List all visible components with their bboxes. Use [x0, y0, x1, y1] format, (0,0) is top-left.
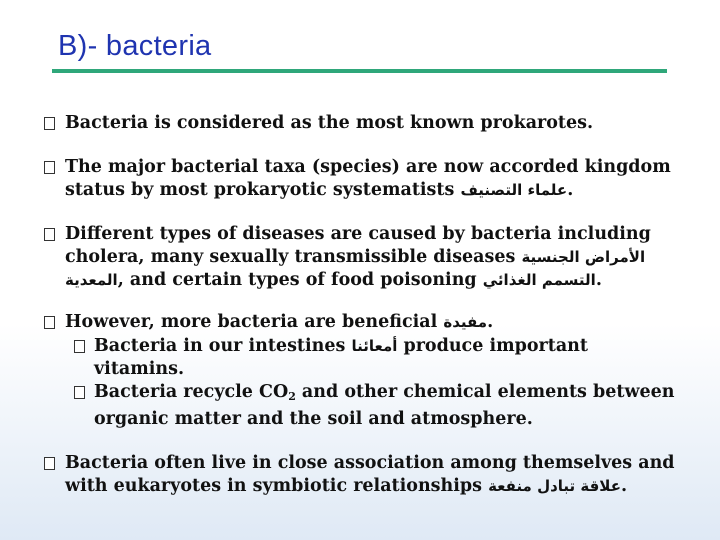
sub-bullet-item	[44, 381, 684, 431]
arabic-term: التسمم الغذائي	[482, 271, 596, 289]
square-bullet-icon	[44, 161, 55, 174]
sub-bullet-item	[44, 335, 684, 381]
bullet-text: Bacteria is considered as the most known prokarotes.	[65, 113, 594, 133]
bullet-item	[44, 452, 684, 498]
square-bullet-icon	[44, 228, 55, 241]
arabic-term: أمعائنا	[351, 337, 398, 355]
bullet-item	[44, 156, 684, 202]
square-bullet-icon	[44, 117, 55, 130]
bullet-text-tail: .	[620, 476, 628, 496]
bullet-text: The major bacterial taxa (species) are now accorded kingdom status by most prokaryotic systematists	[65, 157, 671, 200]
bullet-text: Bacteria often live in close association among themselves and with eukaryotes in symbiotic relationships	[65, 453, 675, 496]
bullet-text-tail: .	[567, 180, 574, 200]
title-underline	[52, 69, 667, 73]
bullet-item	[44, 223, 684, 292]
sub-bullet-text: Bacteria in our intestines	[94, 336, 352, 356]
arabic-term: مفيدة	[443, 313, 488, 331]
sub-bullet-text-tail: and other chemical elements between organic matter and the soil and atmosphere.	[94, 382, 675, 429]
bullet-text: However, more bacteria are beneficial	[65, 312, 444, 332]
arabic-term: علماء التصنيف	[460, 181, 568, 199]
square-bullet-icon	[74, 340, 85, 353]
arabic-term: علاقة تبادل منفعة	[488, 477, 621, 495]
square-bullet-icon	[44, 316, 55, 329]
bullet-text-mid: , and certain types of food poisoning	[117, 270, 483, 290]
square-bullet-icon	[44, 457, 55, 470]
sub-bullet-text: Bacteria recycle CO	[94, 382, 289, 402]
slide-title: B)- bacteria	[58, 30, 212, 62]
bullet-item	[44, 112, 684, 135]
arabic-term: الأمراض الجنسية المعدية	[65, 248, 646, 289]
square-bullet-icon	[74, 386, 85, 399]
sub-bullet-text-tail: produce important vitamins.	[94, 336, 588, 379]
bullet-text: Different types of diseases are caused by bacteria including cholera, many sexually transmissible diseases	[65, 224, 651, 267]
bullet-item	[44, 311, 684, 334]
slide-body	[44, 112, 684, 498]
bullet-text-tail: .	[487, 312, 494, 332]
bullet-text-tail: .	[595, 270, 602, 290]
subscript: 2	[288, 390, 296, 403]
